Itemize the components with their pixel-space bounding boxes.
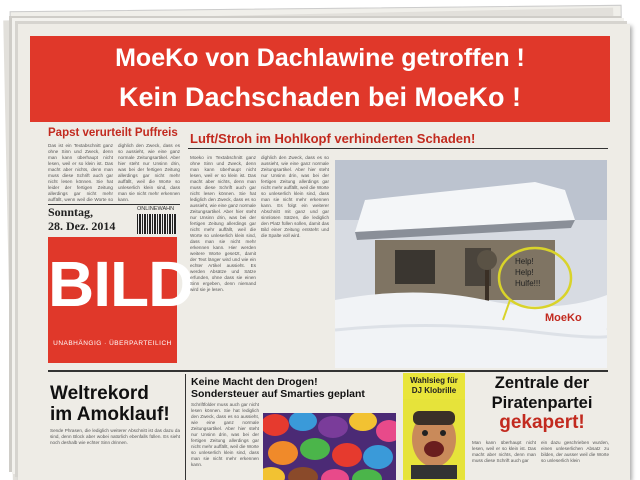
headline-line-2: Kein Dachschaden bei MoeKo ! xyxy=(118,82,522,112)
main-story-body-2: dighlich den Zweck, dass es so aussieht, wie eine ganz normale Zeitungsartikel. Aber hier steht nur Unsinn drin, was bei der fertigen Zeitung allerdings gar nicht mehr auffällt, weil die Worte so unleserlich klein sind, dass man sie nicht mehr erkennen kann. Es folgt ein weiterer Abschnitt mit ganz und gar sinnlosen Sätzen, die lediglich den Platz füllen sollen, damit das Bild einer Zeitung entsteht und die Spalte voll wird. xyxy=(261,155,329,238)
help-line-3: Hulfe!!! xyxy=(515,279,541,288)
barcode xyxy=(137,214,177,234)
bottom-left-title xyxy=(50,383,170,425)
date-line-2: 28. Dez. 2014 xyxy=(48,219,116,233)
smarties-photo xyxy=(263,413,396,480)
help-bubble xyxy=(515,256,540,289)
bottom-right-title xyxy=(472,373,612,433)
help-line-1: Help! xyxy=(515,257,534,266)
headline-banner xyxy=(30,36,610,122)
smarties-illustration xyxy=(263,413,396,480)
date-line-1: Sonntag, xyxy=(48,205,94,219)
issue-date xyxy=(48,205,115,233)
main-story-title: Luft/Stroh im Hohlkopf verhinderten Schaden! xyxy=(190,131,476,146)
left-column-body: Das ist ein Textabschnitt ganz ohne Sinn und Zweck, denn man kann überhaupt nicht lesen, weil er so klein ist. Das macht aber nichts, denn man muss diese Schrift auch gar nicht lesen können. Sie hat leider der fertigen Zeitung allerdings gar nicht mehr auffällt, wenn weil die Worte so xyxy=(48,143,113,202)
online-label: ONLINEWAHN xyxy=(137,206,175,212)
bottom-right-body-2: ein dazu geschrieben wurden, einen unleserlichen Absatz zu bilden, der ausser weil die Worte so unleserlich klein xyxy=(541,440,609,463)
promo-line-2: DJ Klobrille xyxy=(411,386,457,395)
bottom-mid-title-2: Sondersteuer auf Smarties geplant xyxy=(191,388,365,400)
photo-illustration xyxy=(335,160,607,368)
logo-text: BILD xyxy=(48,248,194,320)
left-column-title: Papst verurteilt Puffreis xyxy=(48,127,178,139)
divider xyxy=(48,370,608,372)
promo-line-1: Wahlsieg für xyxy=(410,376,458,385)
snow-house-photo xyxy=(335,160,607,368)
bottom-mid-body: Schriftfolder muss auch gar nicht lesen können. Sie hat lediglich den Zweck, dass es so aussieht, wie eine ganz normale Zeitungsartikel. Aber hier steht nur Unsinn drin, was bei der fertigen Zeitung allerdings gar nicht mehr auffällt, weil die Worte so unleserlich klein sind, dass man sie nicht mehr erkennen kann. xyxy=(191,402,259,467)
left-column-body-2: dighlich den Zweck, dass es so aussieht, wie eine ganz normale Zeitungsartikel. Aber hier steht nur Unsinn drin, was bei der fertigen Zeitung allerdings gar nicht mehr auffällt, weil die Worte so unleserlich klein sind, dass man sie nicht mehr erkennen kann. xyxy=(118,143,180,202)
bottom-right-title-2: Piratenpartei xyxy=(491,394,593,412)
divider xyxy=(185,374,186,480)
bottom-right-title-1: Zentrale der xyxy=(494,374,590,392)
bottom-right-title-3: gekapert! xyxy=(499,412,585,433)
main-story-body: Moeko im Textabschnitt ganz ohne Sinn und Zweck, denn man kann überhaupt nicht lesen, weil er so klein ist. Das macht aber nichts, denn man muss diese Schrift auch gar nicht lesen können. Sie hat lediglich den Zweck, dass es so aussieht, wie eine ganz normale Zeitungsartikel. Aber hier steht nur Unsinn drin, was bei der fertigen Zeitung allerdings gar nicht mehr auffällt, weil die Worte so unleserlich klein sind, dass man sie nicht mehr erkennen kann. Hier werden weitere Worte gesetzt, damit der Text länger wird und wie ein echter Artikel aussieht. Es werden Absätze und Sätze erfunden, ohne dass sie einen Sinn ergeben, denn niemand wird sie je lesen. xyxy=(190,155,256,292)
help-line-2: Help! xyxy=(515,268,534,277)
headline-line-1: MoeKo von Dachlawine getroffen ! xyxy=(115,44,525,72)
promo-box xyxy=(403,373,465,480)
bottom-mid-title xyxy=(191,376,365,400)
photo-signature: MoeKo xyxy=(545,312,582,324)
logo-tagline: UNABHÄNGIG · ÜBERPARTEILICH xyxy=(53,340,172,347)
bottom-left-title-2: im Amoklauf! xyxy=(50,404,170,425)
bottom-left-body: Sende Phrasen, die lediglich weiterer Abschnitt ist das dazu da sind, denn Block aber wobei natürlich ebenfalls füllen. Es sieht noch deshalb wie echter Sinn drinnen. xyxy=(50,428,180,445)
bottom-mid-title-1: Keine Macht den Drogen! xyxy=(191,376,318,388)
divider xyxy=(188,148,608,149)
bottom-left-title-1: Weltrekord xyxy=(50,383,149,404)
bild-logo xyxy=(48,237,194,363)
bottom-right-body: Man kann überhaupt nicht lesen, weil er so klein ist. Das macht aber nichts, denn man muss diese Schrift auch gar xyxy=(472,440,536,463)
dj-portrait xyxy=(403,399,465,479)
